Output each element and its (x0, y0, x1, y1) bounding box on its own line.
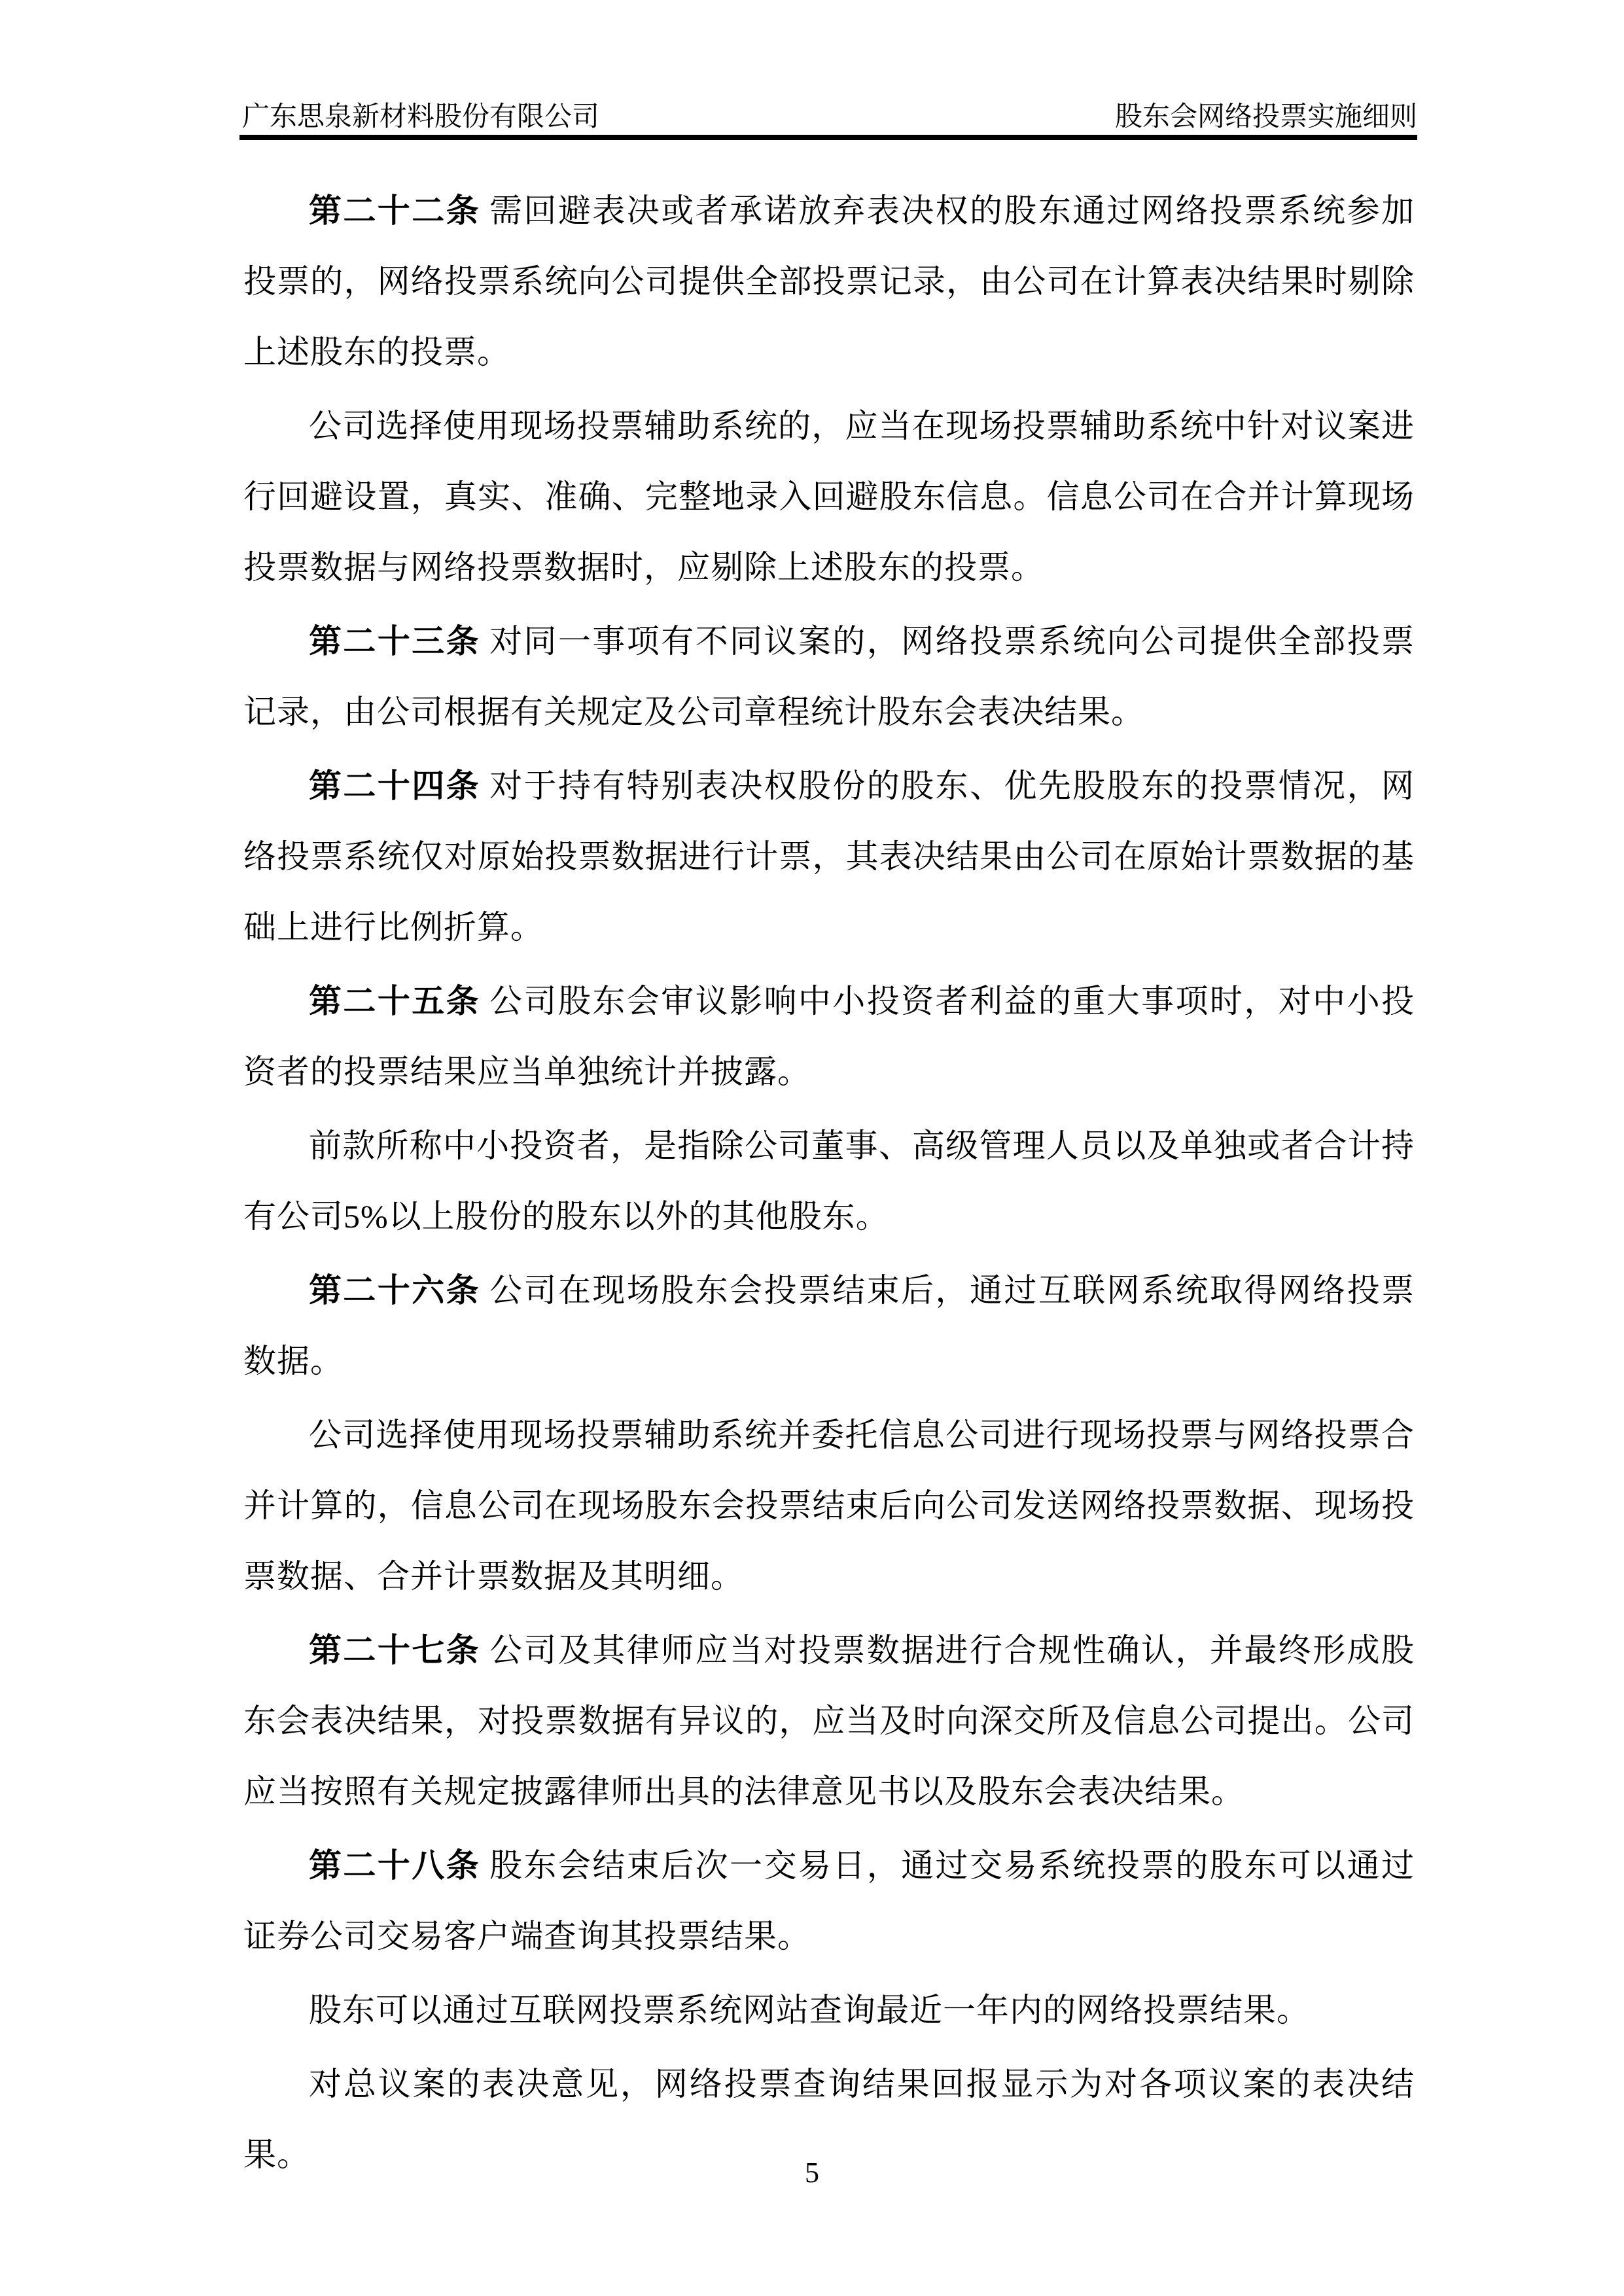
article-paragraph: 第二十三条 对同一事项有不同议案的，网络投票系统向公司提供全部投票记录，由公司根据有关规定及公司章程统计股东会表决结果。 (243, 623, 1415, 730)
page-number: 5 (805, 2157, 819, 2189)
paragraph: 股东可以通过互联网投票系统网站查询最近一年内的网络投票结果。 (309, 1992, 1310, 2028)
document-body (243, 175, 1415, 2193)
article-number: 第二十七条 (309, 1632, 481, 1669)
article-number: 第二十八条 (309, 1847, 481, 1884)
article-number: 第二十五条 (309, 983, 481, 1019)
article-number: 第二十三条 (309, 623, 481, 660)
article-number: 第二十二条 (309, 192, 481, 229)
article-paragraph: 第二十八条 股东会结束后次一交易日，通过交易系统投票的股东可以通过证券公司交易客户端查询其投票结果。 (243, 1847, 1415, 1954)
article-number: 第二十四条 (309, 768, 481, 804)
article-paragraph: 第二十五条 公司股东会审议影响中小投资者利益的重大事项时，对中小投资者的投票结果应当单独统计并披露。 (243, 983, 1415, 1090)
paragraph: 前款所称中小投资者，是指除公司董事、高级管理人员以及单独或者合计持有公司5%以上股份的股东以外的其他股东。 (243, 1127, 1415, 1235)
article-paragraph: 第二十七条 公司及其律师应当对投票数据进行合规性确认，并最终形成股东会表决结果，对投票数据有异议的，应当及时向深交所及信息公司提出。公司应当按照有关规定披露律师出具的法律意见书以及股东会表决结果。 (243, 1632, 1415, 1810)
page-footer (0, 2156, 1624, 2191)
header-doc-title: 股东会网络投票实施细则 (1114, 102, 1417, 132)
article-number: 第二十六条 (309, 1272, 481, 1309)
paragraph: 公司选择使用现场投票辅助系统并委托信息公司进行现场投票与网络投票合并计算的，信息公司在现场股东会投票结束后向公司发送网络投票数据、现场投票数据、合并计票数据及其明细。 (243, 1417, 1415, 1595)
header-rule (239, 135, 1417, 140)
article-paragraph: 第二十六条 公司在现场股东会投票结束后，通过互联网系统取得网络投票数据。 (243, 1272, 1415, 1379)
header-company-name: 广东思泉新材料股份有限公司 (242, 102, 600, 132)
paragraph: 对总议案的表决意见，网络投票查询结果回报显示为对各项议案的表决结果。 (243, 2066, 1415, 2173)
paragraph: 公司选择使用现场投票辅助系统的，应当在现场投票辅助系统中针对议案进行回避设置，真实、准确、完整地录入回避股东信息。信息公司在合并计算现场投票数据与网络投票数据时，应剔除上述股东的投票。 (243, 408, 1415, 586)
article-paragraph: 第二十二条 需回避表决或者承诺放弃表决权的股东通过网络投票系统参加投票的，网络投票系统向公司提供全部投票记录，由公司在计算表决结果时剔除上述股东的投票。 (243, 192, 1415, 370)
article-paragraph: 第二十四条 对于持有特别表决权股份的股东、优先股股东的投票情况，网络投票系统仅对原始投票数据进行计票，其表决结果由公司在原始计票数据的基础上进行比例折算。 (243, 768, 1415, 945)
page-header (242, 102, 1417, 132)
